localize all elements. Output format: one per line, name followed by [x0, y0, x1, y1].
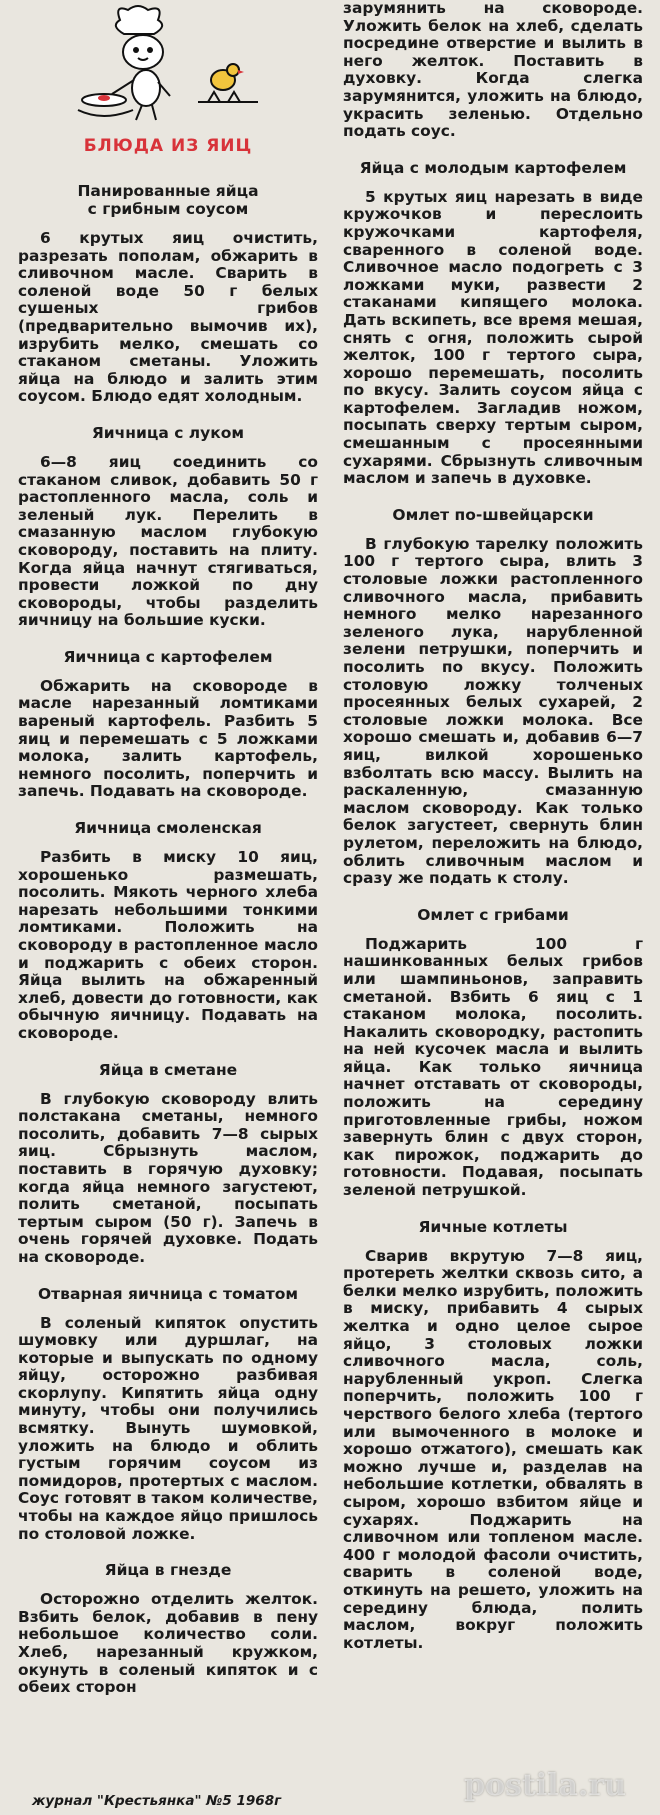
recipe-title: Отварная яичница с томатом: [37, 1284, 299, 1303]
footer-caption: журнал "Крестьянка" №5 1968г: [32, 1793, 282, 1809]
recipe-title: Яичница с картофелем: [63, 647, 273, 666]
recipe-text: В соленый кипяток опустить шумовку или дуршлаг, на которые и выпускать по одному яйцу, осторожно разбивая скорлупу. Кипятить яйца одну минуту, чтобы они получились всмятку. Вынуть шумовкой, уложить на блюдо и облить густым горячим соусом из помидоров, протертых с маслом. Соус готовят в таком количестве, чтобы на каждое яйцо пришлось по столовой ложке.: [18, 1313, 318, 1543]
recipe-text: Поджарить 100 г нашинкованных белых грибов или шампиньонов, заправить сметаной. Взбить 6 яиц с 1 стаканом молока, посолить. Накалить сковородку, растопить на ней кусочек масла и вылить яйца. Как только яичница начнет отставать от сковороды, положить на середину приготовленные грибы, ножом завернуть блин с двух сторон, как пирожок, поджарить до готовности. Подавая, посыпать зеленой петрушкой.: [343, 934, 643, 1200]
recipe-text: 6 крутых яиц очистить, разрезать пополам, обжарить в сливочном масле. Сварить в соленой воде 50 г белых сушеных грибов (предварительно вымочив их), изрубить мелко, смешать со стаканом сметаны. Уложить яйца на блюдо и залить этим соусом. Блюдо едят холодным.: [18, 229, 318, 406]
recipe-text: Сварив вкрутую 7—8 яиц, протереть желтки сквозь сито, а белки мелко изрубить, положить в миску, прибавить 4 сырых желтка и одно целое сырое яйцо, 3 столовых ложки сливочного масла, соль, нарубленный укроп. Слегка поперчить, положить 100 г черствого белого хлеба (тертого или вымоченного в молоке и хорошо отжатого), смешать как можно лучше и, разделав на небольшие котлетки, обвалять в сыром, хорошо взбитом яйце и сухарях. Поджарить на сливочном или топленом масле. 400 г молодой фасоли очистить, сварить в соленой воде, откинуть на решето, уложить на середину блюда, полить маслом, вокруг положить котлеты.: [343, 1246, 643, 1652]
recipe-title: Яичные котлеты: [418, 1217, 568, 1236]
recipe-text: 5 крутых яиц нарезать в виде кружочков и переслоить кружочками картофеля, сваренного в соленой воде. Сливочное масло подогреть с 3 ложками муки, развести 2 стаканами кипящего молока. Дать вскипеть, все время мешая, снять с огня, положить сырой желток, 100 г тертого сыра, хорошо перемешать, посолить по вкусу. Залить соусом яйца с картофелем. Загладив ножом, посыпать сверху тертым сыром, смешанным с просеянными сухарями. Сбрызнуть сливочным маслом и запечь в духовке.: [343, 187, 643, 488]
left-column: [18, 0, 318, 1697]
chef-illustration: [18, 0, 318, 130]
recipe-text: В глубокую сковороду влить полстакана сметаны, немного посолить, добавить 7—8 сырых яиц. Сбрызнуть маслом, поставить в горячую духовку; когда яйца немного загустеют, полить сметаной, посыпать тертым сыром (50 г). Запечь в очень горячей духовке. Подать на сковороде.: [18, 1089, 318, 1266]
watermark-logo: postila.ru: [463, 1768, 626, 1803]
right-column: [343, 0, 643, 1652]
recipe-title: Яйца с молодым картофелем: [359, 158, 627, 177]
section-title: БЛЮДА ИЗ ЯИЦ: [83, 136, 253, 156]
recipe-text: 6—8 яиц соединить со стаканом сливок, добавить 50 г растопленного масла, соль и зеленый лук. Перелить в смазанную маслом глубокую сковороду, поставить на плиту. Когда яйца начнут стягиваться, провести ложкой по дну сковороды, чтобы разделить яичницу на большие куски.: [18, 452, 318, 630]
recipe-title: Омлет по-швейцарски: [392, 505, 594, 524]
recipe-title: Яйца в гнезде: [104, 1561, 232, 1580]
recipe-title: Яичница смоленская: [74, 819, 262, 838]
left-recipes: [18, 182, 318, 1697]
recipe-title: Яичница с луком: [91, 423, 245, 442]
recipe-text: зарумянить на сковороде. Уложить белок на хлеб, сделать посредине отверстие и вылить в него желток. Поставить в духовку. Когда слегка зарумянится, уложить на блюдо, украсить зеленью. Отдельно подать соус.: [343, 0, 643, 141]
chef-with-chicks-icon: [58, 0, 278, 130]
recipe-text: Обжарить на сковороде в масле нарезанный ломтиками вареный картофель. Разбить 5 яиц и перемешать с 5 ложками молока, залить картофель, немного посолить, поперчить и запечь. Подавать на сковороде.: [18, 676, 318, 801]
recipe-title: Панированные яйца с грибным соусом: [77, 182, 259, 218]
recipe-text: Разбить в миску 10 яиц, хорошенько размешать, посолить. Мякоть черного хлеба нарезать небольшими тонкими ломтиками. Положить на сковороду в растопленное масло и поджарить с обеих сторон. Яйца вылить на обжаренный хлеб, довести до готовности, как обычную яичницу. Подавать на сковороде.: [18, 848, 318, 1042]
recipe-title: Яйца в сметане: [98, 1060, 238, 1079]
recipe-title: Омлет с грибами: [417, 905, 569, 924]
right-recipes: [343, 0, 643, 1652]
recipe-text: Осторожно отделить желток. Взбить белок, добавив в пену небольшое количество соли. Хлеб, нарезанный кружком, окунуть в соленый кипяток и с обеих сторон: [18, 1590, 318, 1697]
recipe-text: В глубокую тарелку положить 100 г тертого сыра, влить 3 столовые ложки растопленного сливочного масла, прибавить немного мелко нарезанного зеленого лука, нарубленной зелени петрушки, поперчить и посолить по вкусу. Положить столовую ложку толченых просеянных белых сухарей, 2 столовые ложки молока. Все хорошо смешать и, добавив 6—7 яиц, вилкой хорошенько взболтать всю массу. Вылить на раскаленную, смазанную маслом сковороду. Как только белок загустеет, свернуть блин рулетом, переложить на блюдо, облить сливочным маслом и сразу же подать к столу.: [343, 534, 643, 888]
